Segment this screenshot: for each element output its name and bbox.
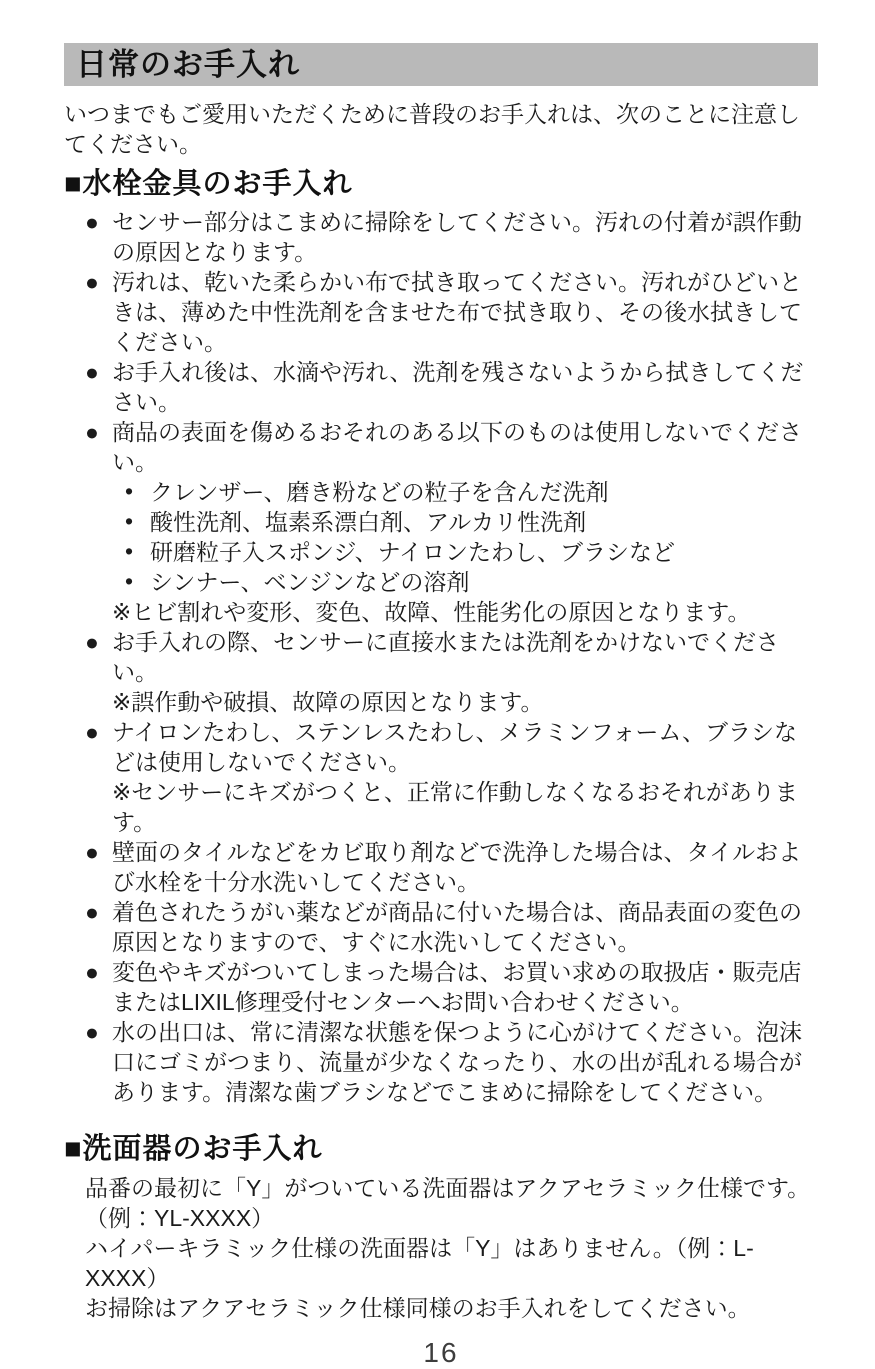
care-item xyxy=(85,267,815,357)
prohibited-product-text: 酸性洗剤、塩素系漂白剤、アルカリ性洗剤 xyxy=(150,509,587,535)
faucet-care-list xyxy=(85,207,815,1107)
care-item xyxy=(85,837,815,897)
caution-note xyxy=(112,597,815,627)
care-item-text: 商品の表面を傷めるおそれのある以下のものは使用しないでください。 xyxy=(112,419,802,475)
basin-care-line: お掃除はアクアセラミック仕様同様のお手入れをしてください。 xyxy=(85,1295,751,1321)
bullet-marker: ● xyxy=(85,839,99,865)
note-marker: ※ xyxy=(112,599,132,625)
prohibited-product xyxy=(125,537,815,567)
bullet-marker: ● xyxy=(85,359,99,385)
care-item xyxy=(85,627,815,717)
care-item xyxy=(85,357,815,417)
care-item-text: センサー部分はこまめに掃除をしてください。汚れの付着が誤作動の原因となります。 xyxy=(112,209,802,265)
prohibited-product-text: クレンザー、磨き粉などの粒子を含んだ洗剤 xyxy=(150,479,609,505)
sub-bullet-marker: • xyxy=(125,478,134,504)
bullet-marker: ● xyxy=(85,209,99,235)
care-item xyxy=(85,417,815,627)
care-item-text: 変色やキズがついてしまった場合は、お買い求めの取扱店・販売店またはLIXIL修理受付センターへお問い合わせください。 xyxy=(112,959,802,1015)
care-item-text: 水の出口は、常に清潔な状態を保つように心がけてください。泡沫口にゴミがつまり、流量が少なくなったり、水の出が乱れる場合があります。清潔な歯ブラシなどでこまめに掃除をしてください。 xyxy=(112,1019,802,1105)
caution-note-text: 誤作動や破損、故障の原因となります。 xyxy=(131,689,544,715)
bullet-marker: ● xyxy=(85,959,99,985)
caution-note-text: センサーにキズがつくと、正常に作動しなくなるおそれがあります。 xyxy=(112,779,798,835)
basin-care-line: ハイパーキラミック仕様の洗面器は「Y」はありません。（例：L-XXXX） xyxy=(85,1235,754,1291)
section-heading-basin: ■洗面器のお手入れ xyxy=(64,1133,323,1165)
care-item xyxy=(85,897,815,957)
care-item xyxy=(85,207,815,267)
prohibited-product xyxy=(125,477,815,507)
care-item-text: 汚れは、乾いた柔らかい布で拭き取ってください。汚れがひどいときは、薄めた中性洗剤を含ませた布で拭き取り、その後水拭きしてください。 xyxy=(112,269,802,355)
section-heading-faucet: ■水栓金具のお手入れ xyxy=(64,168,353,200)
sub-bullet-marker: • xyxy=(125,508,134,534)
bullet-marker: ● xyxy=(85,1019,99,1045)
bullet-marker: ● xyxy=(85,629,99,655)
caution-note xyxy=(112,777,815,837)
sub-bullet-marker: • xyxy=(125,538,134,564)
care-item xyxy=(85,717,815,837)
note-marker: ※ xyxy=(112,779,132,805)
care-item-text: お手入れ後は、水滴や汚れ、洗剤を残さないようから拭きしてください。 xyxy=(112,359,804,415)
care-item-text: ナイロンたわし、ステンレスたわし、メラミンフォーム、ブラシなどは使用しないでください。 xyxy=(112,719,798,775)
bullet-marker: ● xyxy=(85,719,99,745)
note-marker: ※ xyxy=(112,689,132,715)
prohibited-product-text: 研磨粒子入スポンジ、ナイロンたわし、ブラシなど xyxy=(150,539,675,565)
prohibited-product xyxy=(125,507,815,537)
page-title: 日常のお手入れ xyxy=(76,47,300,82)
page-number: 16 xyxy=(423,1337,459,1368)
care-item-text: 壁面のタイルなどをカビ取り剤などで洗浄した場合は、タイルおよび水栓を十分水洗いしてください。 xyxy=(112,839,802,895)
page-title-bar xyxy=(64,43,818,86)
basin-care-line: 品番の最初に「Y」がついている洗面器はアクアセラミック仕様です。 xyxy=(85,1175,811,1201)
prohibited-product-text: シンナー、ベンジンなどの溶剤 xyxy=(150,569,470,595)
bullet-marker: ● xyxy=(85,269,99,295)
care-item-text: お手入れの際、センサーに直接水または洗剤をかけないでください。 xyxy=(112,629,779,685)
basin-care-line: （例：YL-XXXX） xyxy=(85,1205,275,1231)
sub-bullet-marker: • xyxy=(125,568,134,594)
bullet-marker: ● xyxy=(85,899,99,925)
care-item xyxy=(85,957,815,1017)
prohibited-products-list xyxy=(112,477,815,597)
basin-care-paragraph xyxy=(85,1173,815,1323)
caution-note xyxy=(112,687,815,717)
bullet-marker: ● xyxy=(85,419,99,445)
caution-note-text: ヒビ割れや変形、変色、故障、性能劣化の原因となります。 xyxy=(131,599,751,625)
care-item xyxy=(85,1017,815,1107)
care-item-text: 着色されたうがい薬などが商品に付いた場合は、商品表面の変色の原因となりますので、すぐに水洗いしてください。 xyxy=(112,899,802,955)
intro-paragraph: いつまでもご愛用いただくために普段のお手入れは、次のことに注意してください。 xyxy=(64,101,800,157)
prohibited-product xyxy=(125,567,815,597)
